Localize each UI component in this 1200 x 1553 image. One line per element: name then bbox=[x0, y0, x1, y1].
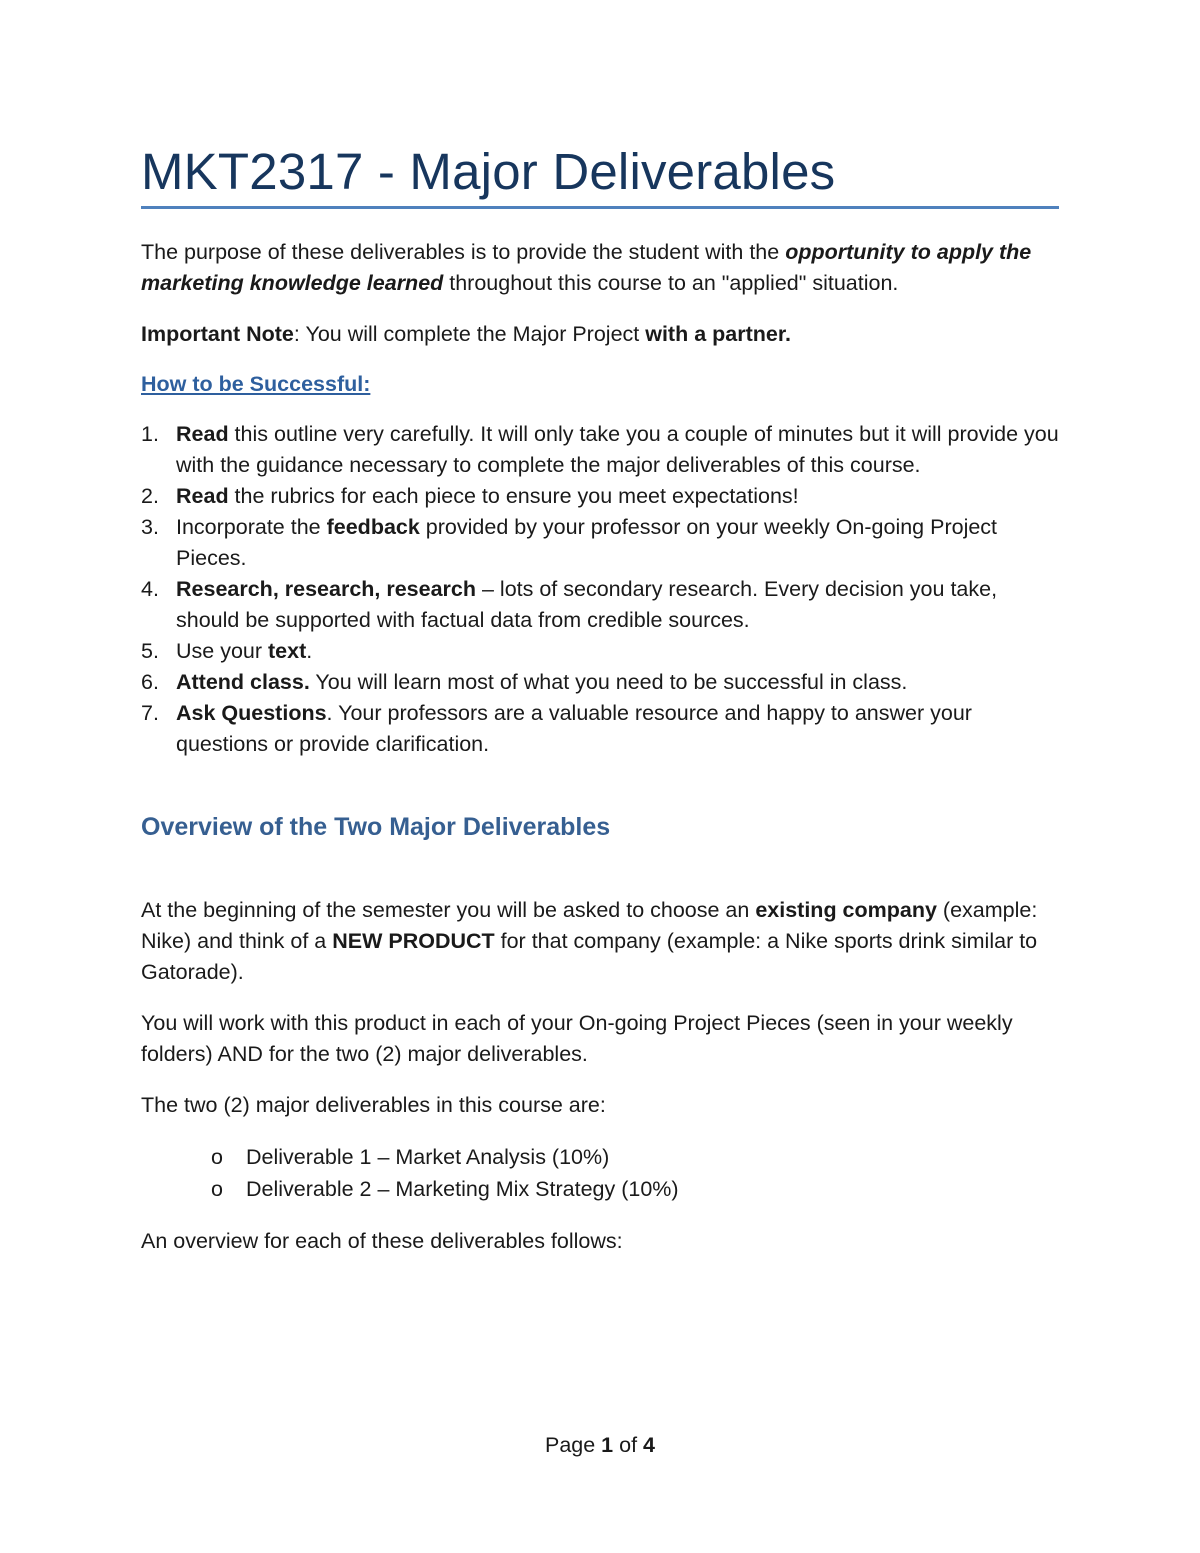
list-item bbox=[141, 481, 1059, 512]
list-item bbox=[141, 636, 1059, 667]
list-item bbox=[141, 698, 1059, 760]
list-number: 7. bbox=[141, 701, 159, 725]
two-deliverables-paragraph: The two (2) major deliverables in this course are: bbox=[141, 1093, 606, 1117]
footer-current-page: 1 bbox=[601, 1433, 614, 1457]
list-item bbox=[141, 419, 1059, 481]
semester-bold-2: NEW PRODUCT bbox=[332, 929, 495, 953]
intro-paragraph bbox=[141, 237, 1059, 299]
overview-heading: Overview of the Two Major Deliverables bbox=[141, 813, 611, 841]
deliverable-text: Deliverable 1 – Market Analysis (10%) bbox=[246, 1145, 610, 1169]
footer-page-label: Page bbox=[544, 1433, 602, 1457]
footer-total-pages: 4 bbox=[643, 1433, 655, 1457]
work-paragraph: You will work with this product in each of your On-going Project Pieces (seen in your weekly folders) AND for the two (2) major deliverables. bbox=[141, 1011, 1013, 1066]
tip-prefix: Incorporate the bbox=[176, 515, 327, 539]
tip-bold: text bbox=[268, 639, 307, 663]
tip-bold: Read bbox=[176, 484, 229, 508]
follows-paragraph: An overview for each of these deliverables follows: bbox=[141, 1229, 623, 1253]
semester-bold-1: existing company bbox=[755, 898, 937, 922]
list-item bbox=[141, 1173, 1059, 1205]
tip-bold: feedback bbox=[326, 515, 420, 539]
title-underline-rule bbox=[141, 206, 1059, 209]
list-item bbox=[141, 667, 1059, 698]
tip-bold: Attend class. bbox=[176, 670, 310, 694]
semester-text-1: At the beginning of the semester you will be asked to choose an bbox=[141, 898, 756, 922]
footer-of-label: of bbox=[613, 1433, 644, 1457]
circle-bullet: o bbox=[211, 1145, 223, 1169]
tip-text: You will learn most of what you need to be successful in class. bbox=[309, 670, 908, 694]
deliverables-list bbox=[141, 1141, 1059, 1205]
list-item bbox=[141, 1141, 1059, 1173]
tip-text: this outline very carefully. It will only take you a couple of minutes but it will provide you with the guidance necessary to complete the major deliverables of this course. bbox=[176, 422, 1059, 477]
important-note-paragraph bbox=[141, 319, 1059, 350]
semester-text-2: (example: Nike) and think of a bbox=[141, 898, 1038, 953]
intro-text-2: throughout this course to an "applied" situation. bbox=[443, 271, 899, 295]
tip-bold: Read bbox=[176, 422, 229, 446]
list-item bbox=[141, 574, 1059, 636]
tip-text: the rubrics for each piece to ensure you meet expectations! bbox=[228, 484, 799, 508]
list-number: 6. bbox=[141, 670, 159, 694]
list-number: 1. bbox=[141, 422, 159, 446]
list-item bbox=[141, 512, 1059, 574]
tip-text: provided by your professor on your weekly On-going Project Pieces. bbox=[176, 515, 998, 570]
list-number: 4. bbox=[141, 577, 159, 601]
intro-emphasis: opportunity to apply the marketing knowledge learned bbox=[141, 240, 1032, 295]
tip-text: . bbox=[306, 639, 313, 663]
tip-bold: Ask Questions bbox=[176, 701, 327, 725]
success-heading: How to be Successful: bbox=[141, 372, 371, 396]
success-tips-list bbox=[141, 419, 1059, 760]
tip-bold: Research, research, research bbox=[176, 577, 477, 601]
list-number: 5. bbox=[141, 639, 159, 663]
list-number: 2. bbox=[141, 484, 159, 508]
tip-text: – lots of secondary research. Every decision you take, should be supported with factual data from credible sources. bbox=[176, 577, 998, 632]
important-note-text: : You will complete the Major Project bbox=[293, 322, 646, 346]
intro-text-1: The purpose of these deliverables is to provide the student with the bbox=[141, 240, 786, 264]
document-page bbox=[141, 140, 1059, 1257]
document-title: MKT2317 - Major Deliverables bbox=[141, 143, 836, 200]
important-note-emphasis: with a partner. bbox=[645, 322, 791, 346]
tip-text: . Your professors are a valuable resource and happy to answer your questions or provide clarification. bbox=[176, 701, 972, 756]
important-note-label: Important Note bbox=[141, 322, 294, 346]
page-footer bbox=[0, 1430, 1200, 1461]
circle-bullet: o bbox=[211, 1177, 223, 1201]
deliverable-text: Deliverable 2 – Marketing Mix Strategy (10%) bbox=[246, 1177, 679, 1201]
semester-paragraph bbox=[141, 895, 1059, 988]
tip-prefix: Use your bbox=[176, 639, 269, 663]
semester-text-3: for that company (example: a Nike sports drink similar to Gatorade). bbox=[141, 929, 1038, 984]
list-number: 3. bbox=[141, 515, 159, 539]
